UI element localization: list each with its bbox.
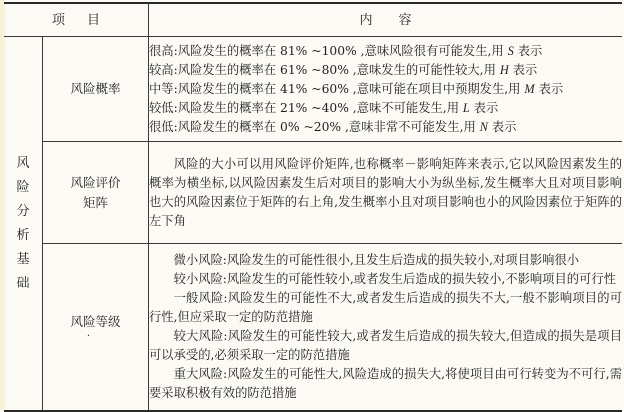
cell-risk-level-content (149, 244, 623, 412)
row-label-risk-level (43, 244, 149, 412)
probability-line-very-low: 很低:风险发生的概率在 0% ~20% ,意味非常不可能发生,用 N 表示 (149, 119, 517, 134)
group-char: 险 (16, 179, 30, 195)
group-char: 风 (16, 155, 30, 171)
group-char: 分 (16, 203, 30, 219)
label-text: 风险等级 (70, 314, 121, 329)
label-line: 风险评价 (70, 174, 121, 190)
probability-line-high: 较高:风险发生的概率在 61% ~80% ,意味发生的可能性较大,用 H 表示 (149, 62, 538, 77)
table-header-row (4, 3, 622, 37)
probability-line-low: 较低:风险发生的概率在 21% ~40% ,意味不可能发生,用 L 表示 (149, 100, 499, 115)
risk-level-major: 重大风险:风险发生的可能性大,风险造成的损失大,将使项目由可行转变为不可行,需要采取积极有效的防范措施 (149, 367, 622, 400)
probability-line-very-high: 很高:风险发生的概率在 81% ~100% ,意味风险很有可能发生,用 S 表示 (149, 43, 543, 58)
table-row-risk-probability (4, 37, 622, 142)
group-char: 基 (16, 251, 30, 267)
header-content: 内容 (149, 3, 623, 37)
risk-level-large: 较大风险:风险发生的可能性较大,或者发生后造成的损失较大,但造成的损失是项目可以承受的,必须采取一定的防范措施 (149, 329, 622, 362)
group-char: 析 (16, 227, 30, 243)
group-label-risk-analysis-basis (4, 37, 43, 412)
matrix-description: 风险的大小可以用风险评价矩阵,也称概率－影响矩阵来表示,它以风险因素发生的概率为横坐标,以风险因素发生后对项目的影响大小为纵坐标,发生概率大且对项目影响也大的风险因素位于矩阵的右上角,发生概率小且对项目影响也小的风险因素位于矩阵的左下角 (149, 156, 622, 228)
risk-level-small: 较小风险:风险发生的可能性较小,或者发生后造成的损失较小,不影响项目的可行性 (173, 272, 616, 286)
label-line: 矩阵 (82, 194, 108, 210)
stray-dot: · (86, 331, 91, 342)
risk-level-minor: 微小风险:风险发生的可能性很小,且发生后造成的损失较小,对项目影响很小 (173, 253, 580, 267)
table-row-risk-evaluation-matrix (4, 142, 622, 244)
risk-level-general: 一般风险:风险发生的可能性不大,或者发生后造成的损失不大,一般不影响项目的可行性,但应采取一定的防范措施 (149, 291, 622, 324)
table-row-risk-level (4, 244, 622, 412)
group-char: 础 (16, 275, 30, 291)
cell-risk-evaluation-matrix-content (149, 142, 623, 244)
row-label-risk-probability: 风险概率 (43, 37, 149, 142)
cell-risk-probability-content (149, 37, 623, 142)
header-item: 项目 (4, 3, 149, 37)
probability-line-medium: 中等:风险发生的概率在 41% ~60% ,意味可能在项目中预期发生,用 M 表示 (149, 81, 564, 96)
row-label-risk-evaluation-matrix (43, 142, 149, 244)
risk-analysis-table (4, 2, 622, 412)
